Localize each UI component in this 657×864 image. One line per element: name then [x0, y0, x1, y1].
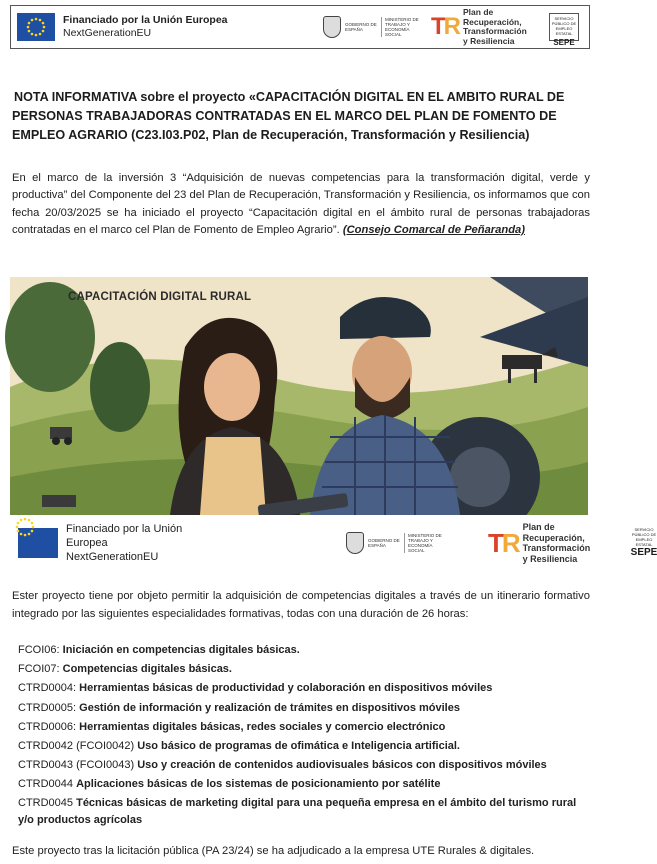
poster-sepe-logo: SERVICIO PÚBLICO DE EMPLEO ESTATAL SEPE — [630, 527, 657, 558]
poster-gov-spain-text: GOBIERNO DE ESPAÑA — [368, 538, 400, 548]
list-item: CTRD0004: Herramientas básicas de productividad y colaboración en dispositivos móviles — [18, 682, 493, 695]
poster-logo-bar — [10, 515, 657, 571]
list-item: CTRD0044 Aplicaciones básicas de los sistemas de posicionamiento por satélite — [18, 778, 441, 791]
ministry-text: MINISTERIO DE TRABAJO Y ECONOMÍA SOCIAL — [381, 17, 425, 37]
prtr-text: Plan de Recuperación, Transformación y Resiliencia — [463, 7, 527, 46]
coat-of-arms-icon — [346, 532, 364, 554]
tr-logo-icon: TR — [488, 527, 519, 558]
eu-flag-icon — [18, 528, 58, 558]
poster-prtr-text: Plan de Recuperación, Transformación y Resiliencia — [522, 522, 591, 564]
document-title: NOTA INFORMATIVA sobre el proyecto «CAPACITACIÓN DIGITAL EN EL AMBITO RURAL DE PERSONAS TRABAJADORAS CONTRATADAS EN EL MARCO DEL PLAN DE FOMENTO DE EMPLEO AGRARIO (C23.I03.P02, Plan de Recuperación, Transformación y Resiliencia) — [12, 90, 565, 142]
poster-eu-logo — [18, 522, 206, 564]
list-item: CTRD0043 (FCOI0043) Uso y creación de contenidos audiovisuales básicos con dispositivos móviles — [18, 759, 547, 772]
objective-paragraph: Ester proyecto tiene por objeto permitir la adquisición de competencias digitales a través de un itinerario formativo integrado por las siguientes especialidades formativas, todas con una duración de 26 horas: — [12, 590, 590, 620]
eu-flag-icon — [17, 13, 55, 41]
sepe-logo: SERVICIO PÚBLICO DE EMPLEO ESTATAL SEPE — [549, 13, 579, 41]
poster-eu-text: Financiado por la Unión Europea NextGenerationEU — [66, 523, 183, 563]
intro-text: En el marco de la inversión 3 “Adquisición de nuevas competencias para la transformación digital, verde y productiva” del Componente del 23 del Plan de Recuperación, Transformación y Resiliencia, os informamos que con fecha 20/03/2025 se ha iniciado el proyecto “Capacitación digital en el ámbito rural de personas trabajadoras contratadas en el marco cel Plan de Fomento de Empleo Agrario”. — [12, 172, 590, 236]
intro-paragraph — [12, 170, 590, 239]
promo-poster — [10, 277, 657, 571]
course-list — [18, 641, 590, 829]
list-item: CTRD0006: Herramientas digitales básicas, redes sociales y comercio electrónico — [18, 720, 446, 733]
list-item: FCOI06: Iniciación en competencias digitales básicas. — [18, 644, 300, 656]
poster-ministry-text: MINISTERIO DE TRABAJO Y ECONOMÍA SOCIAL — [404, 533, 448, 553]
poster-heading: CAPACITACIÓN DIGITAL RURAL — [68, 291, 252, 303]
tr-logo-icon: TR — [431, 13, 460, 40]
gov-spain-text: GOBIERNO DE ESPAÑA — [345, 22, 377, 32]
organization-name: (Consejo Comarcal de Peñaranda) — [342, 223, 526, 236]
poster-prtr-logo — [488, 522, 603, 564]
list-item: CTRD0042 (FCOI0042) Uso básico de programas de ofimática e Inteligencia artificial. — [18, 740, 460, 753]
list-item: CTRD0005: Gestión de información y realización de trámites en dispositivos móviles — [18, 701, 460, 714]
list-item: FCOI07: Competencias digitales básicas. — [18, 663, 232, 676]
eu-funding-text: Financiado por la Unión Europea NextGenerationEU — [63, 14, 228, 39]
footer-text: Este proyecto tras la licitación pública (PA 23/24) se ha adjudicado a la empresa UTE Rurales & digitales. — [12, 845, 535, 857]
header-logo-bar — [10, 5, 590, 49]
prtr-logo — [431, 8, 543, 46]
coat-of-arms-icon — [323, 16, 341, 38]
poster-government-logo — [346, 532, 448, 554]
government-logo — [323, 16, 425, 38]
list-item: CTRD0045 Técnicas básicas de marketing digital para una pequeña empresa en el ámbito del turismo rural y/o productos agrícolas — [18, 796, 577, 826]
